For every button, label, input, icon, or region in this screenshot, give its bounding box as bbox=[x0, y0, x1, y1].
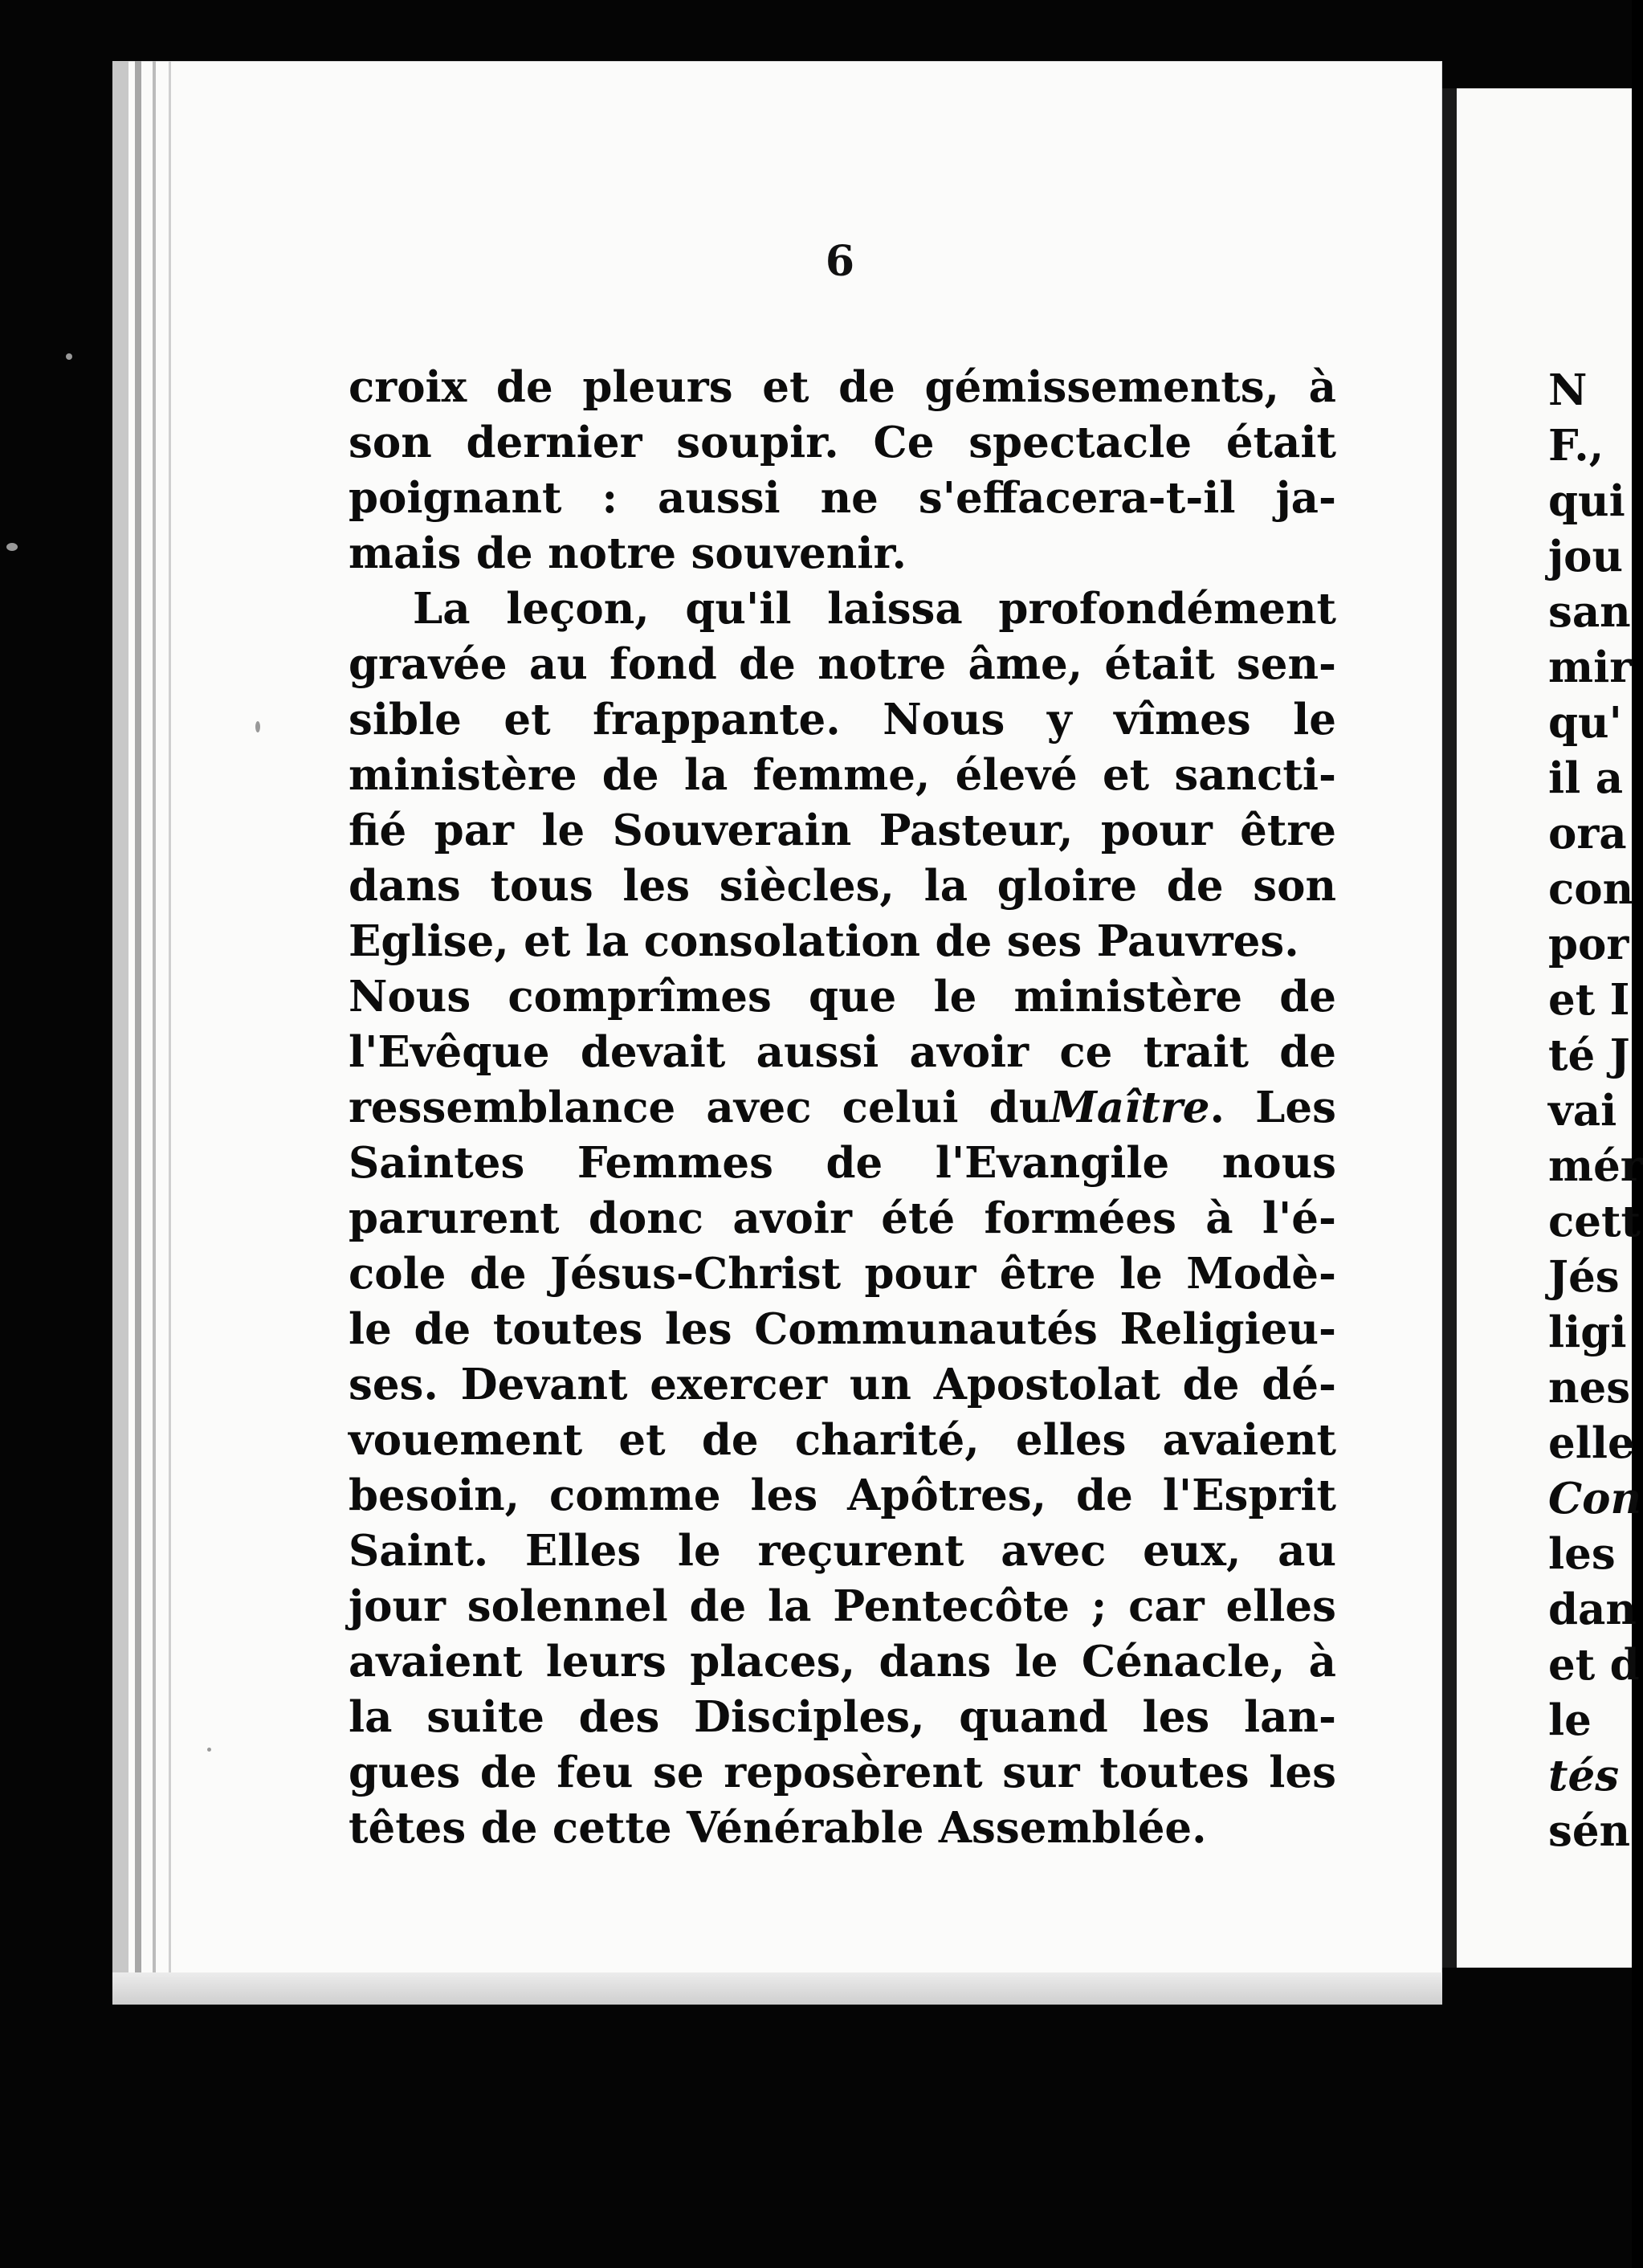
text-line: La leçon, qu'il laissa profondément bbox=[413, 584, 1336, 634]
text-line: ministère de la femme, élevé et sancti- bbox=[349, 750, 1336, 800]
text-line: Saint. Elles le reçurent avec eux, au bbox=[349, 1526, 1336, 1576]
right-page-fragment: té J bbox=[1548, 1030, 1630, 1080]
text-run: ressemblance avec celui du bbox=[349, 1083, 1050, 1132]
text-line: la suite des Disciples, quand les lan- bbox=[349, 1692, 1336, 1742]
text-line: fié par le Souverain Pasteur, pour être bbox=[349, 806, 1336, 855]
right-page-fragment: et d bbox=[1548, 1640, 1640, 1690]
right-page-fragment: les bbox=[1548, 1529, 1616, 1579]
text-line: gues de feu se reposèrent sur toutes les bbox=[349, 1748, 1336, 1797]
text-line: Saintes Femmes de l'Evangile nous bbox=[349, 1138, 1336, 1188]
scan-speck bbox=[66, 353, 72, 360]
text-line: ses. Devant exercer un Apostolat de dé- bbox=[349, 1360, 1336, 1409]
right-page-fragment: jou bbox=[1548, 532, 1624, 581]
text-run: . Les bbox=[1209, 1083, 1336, 1132]
page-number: 6 bbox=[825, 237, 855, 286]
right-page-fragment: il a bbox=[1548, 753, 1624, 803]
right-page-fragment: mér bbox=[1548, 1141, 1643, 1191]
text-line: sible et frappante. Nous y vîmes le bbox=[349, 695, 1336, 744]
right-page-fragment: sén bbox=[1548, 1806, 1631, 1856]
text-line: gravée au fond de notre âme, était sen- bbox=[349, 639, 1336, 689]
book-gutter bbox=[1442, 88, 1457, 1968]
right-page-fragment: con bbox=[1548, 864, 1634, 914]
text-line: vouement et de charité, elles avaient bbox=[349, 1415, 1336, 1465]
right-page-fragment: san bbox=[1548, 587, 1631, 637]
text-line: parurent donc avoir été formées à l'é- bbox=[349, 1193, 1336, 1243]
text-line: cole de Jésus-Christ pour être le Modè- bbox=[349, 1249, 1336, 1299]
right-page-fragment: tés bbox=[1548, 1751, 1620, 1801]
text-line: têtes de cette Vénérable Assemblée. bbox=[349, 1803, 1207, 1853]
scan-speck bbox=[255, 721, 260, 732]
right-page-fragment: et I bbox=[1548, 975, 1630, 1025]
scan-speck bbox=[6, 543, 18, 551]
right-page-fragment: cett bbox=[1548, 1197, 1641, 1246]
text-line bbox=[349, 1080, 1336, 1136]
page-edge-stripe bbox=[153, 61, 156, 2005]
body-text bbox=[349, 360, 1336, 1856]
right-page-fragment: Con bbox=[1548, 1474, 1642, 1524]
right-page-fragment: por bbox=[1548, 920, 1629, 969]
scan-speck bbox=[207, 1748, 211, 1752]
right-page-fragment: qu' bbox=[1548, 698, 1622, 748]
text-line: son dernier soupir. Ce spectacle était bbox=[349, 418, 1336, 467]
right-page-fragment: dan bbox=[1548, 1585, 1637, 1634]
right-page-text-fragments bbox=[1548, 363, 1643, 1859]
right-page-fragment: elle bbox=[1548, 1418, 1635, 1468]
right-page-fragment: mir bbox=[1548, 642, 1633, 692]
page-edge-stripe bbox=[112, 61, 128, 2005]
right-page-fragment: Jés bbox=[1548, 1252, 1620, 1302]
right-page-fragment: vai bbox=[1548, 1086, 1617, 1136]
text-line: avaient leurs places, dans le Cénacle, à bbox=[349, 1637, 1336, 1687]
right-page-fragment: ligi bbox=[1548, 1307, 1627, 1357]
text-line: croix de pleurs et de gémissements, à bbox=[349, 362, 1336, 412]
text-line: l'Evêque devait aussi avoir ce trait de bbox=[349, 1027, 1336, 1077]
text-line: le de toutes les Communautés Religieu- bbox=[349, 1304, 1336, 1354]
text-line: Eglise, et la consolation de ses Pauvres. bbox=[349, 916, 1299, 966]
right-page-fragment: nes bbox=[1548, 1363, 1631, 1413]
right-page-fragment: ora bbox=[1548, 809, 1627, 859]
page-edge-stripe bbox=[135, 61, 141, 2005]
text-line: poignant : aussi ne s'effacera-t-il ja- bbox=[349, 473, 1336, 523]
text-line: besoin, comme les Apôtres, de l'Esprit bbox=[349, 1471, 1336, 1520]
text-line: dans tous les siècles, la gloire de son bbox=[349, 861, 1336, 911]
page-bottom-shadow bbox=[112, 1972, 1442, 2005]
text-line: mais de notre souvenir. bbox=[349, 528, 907, 578]
right-page-fragment: F., bbox=[1548, 421, 1604, 471]
italic-word: Maître bbox=[1050, 1083, 1210, 1132]
text-line: Nous comprîmes que le ministère de bbox=[349, 972, 1336, 1022]
right-page-fragment: N bbox=[1548, 365, 1588, 415]
text-line: jour solennel de la Pentecôte ; car elles bbox=[349, 1581, 1336, 1631]
page-edge-stripe bbox=[169, 61, 171, 2005]
right-page-fragment: qui bbox=[1548, 476, 1625, 526]
right-page-fragment: le bbox=[1548, 1695, 1592, 1745]
